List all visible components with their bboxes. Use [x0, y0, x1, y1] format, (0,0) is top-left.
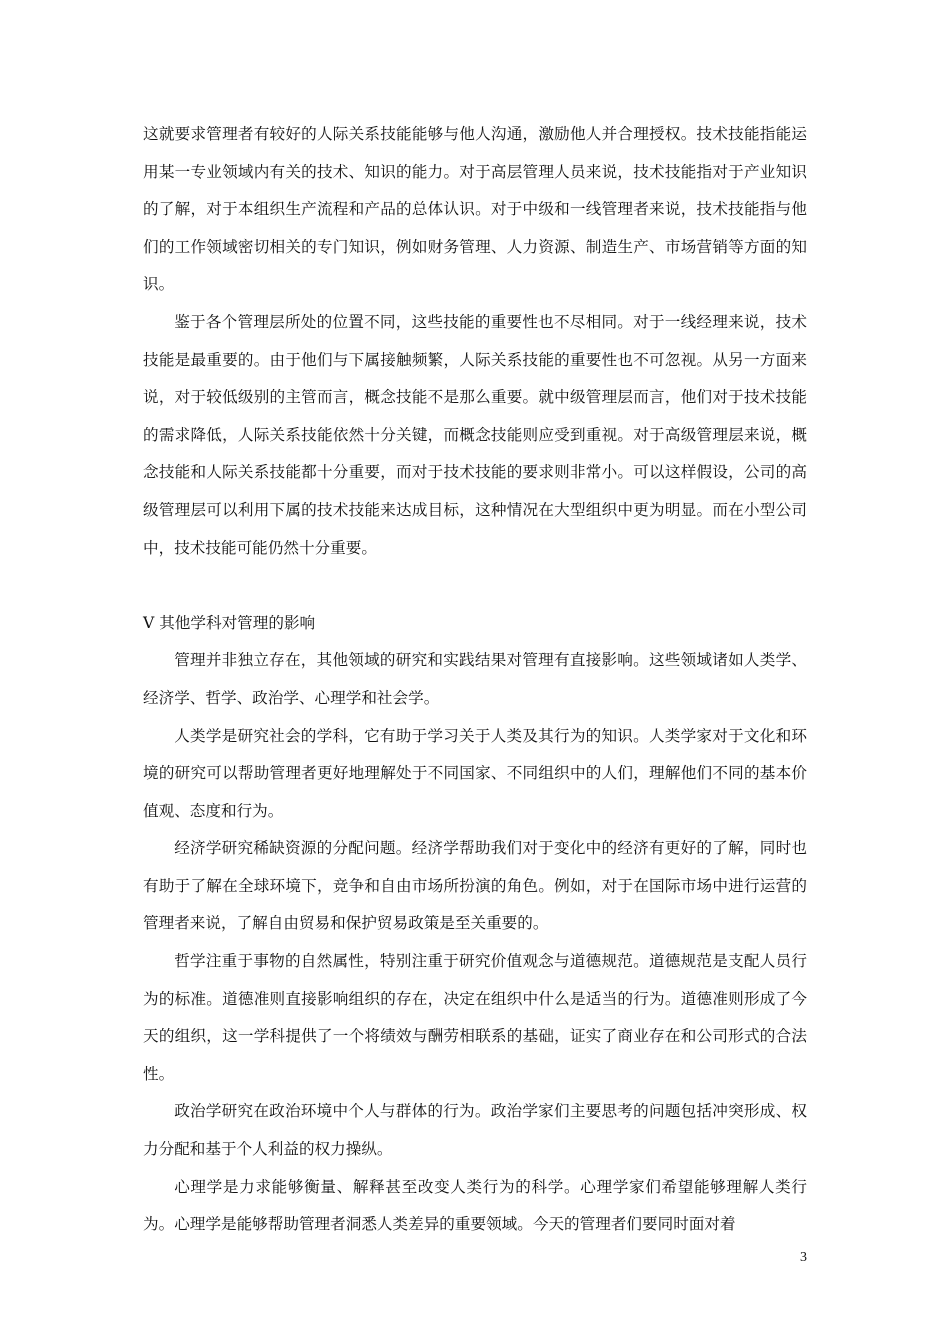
page-number: 3: [800, 1250, 807, 1265]
document-body: [143, 116, 807, 1244]
section-spacer: [143, 567, 807, 605]
paragraph-anthropology: 人类学是研究社会的学科，它有助于学习关于人类及其行为的知识。人类学家对于文化和环境的研究可以帮助管理者更好地理解处于不同国家、不同组织中的人们，理解他们不同的基本价值观、态度和行为。: [143, 726, 807, 820]
paragraph-other-disciplines-intro: 管理并非独立存在，其他领域的研究和实践结果对管理有直接影响。这些领域诸如人类学、经济学、哲学、政治学、心理学和社会学。: [143, 651, 807, 707]
paragraph-philosophy: 哲学注重于事物的自然属性，特别注重于研究价值观念与道德规范。道德规范是支配人员行为的标准。道德准则直接影响组织的存在，决定在组织中什么是适当的行为。道德准则形成了今天的组织，这一学科提供了一个将绩效与酬劳相联系的基础，证实了商业存在和公司形式的合法性。: [143, 952, 807, 1083]
paragraph-economics: 经济学研究稀缺资源的分配问题。经济学帮助我们对于变化中的经济有更好的了解，同时也有助于了解在全球环境下，竞争和自由市场所扮演的角色。例如，对于在国际市场中进行运营的管理者来说，了解自由贸易和保护贸易政策是至关重要的。: [143, 839, 807, 933]
section-heading: Ⅴ 其他学科对管理的影响: [143, 613, 316, 632]
paragraph-political-science: 政治学研究在政治环境中个人与群体的行为。政治学家们主要思考的问题包括冲突形成、权力分配和基于个人利益的权力操纵。: [143, 1102, 807, 1159]
paragraph-psychology: 心理学是力求能够衡量、解释甚至改变人类行为的科学。心理学家们希望能够理解人类行为。心理学是能够帮助管理者洞悉人类差异的重要领域。今天的管理者们要同时面对着: [143, 1177, 807, 1234]
paragraph-skill-importance-by-level: 鉴于各个管理层所处的位置不同，这些技能的重要性也不尽相同。对于一线经理来说，技术技能是最重要的。由于他们与下属接触频繁，人际关系技能的重要性也不可忽视。从另一方面来说，对于较低级别的主管而言，概念技能不是那么重要。就中级管理层而言，他们对于技术技能的需求降低，人际关系技能依然十分关键，而概念技能则应受到重视。对于高级管理层来说，概念技能和人际关系技能都十分重要，而对于技术技能的要求则非常小。可以这样假设，公司的高级管理层可以利用下属的技术技能来达成目标，这种情况在大型组织中更为明显。而在小型公司中，技术技能可能仍然十分重要。: [143, 312, 807, 557]
paragraph-interpersonal-technical-skills: 这就要求管理者有较好的人际关系技能能够与他人沟通，激励他人并合理授权。技术技能指能运用某一专业领域内有关的技术、知识的能力。对于高层管理人员来说，技术技能指对于产业知识的了解，对于本组织生产流程和产品的总体认识。对于中级和一线管理者来说，技术技能指与他们的工作领域密切相关的专门知识，例如财务管理、人力资源、制造生产、市场营销等方面的知识。: [143, 125, 807, 294]
